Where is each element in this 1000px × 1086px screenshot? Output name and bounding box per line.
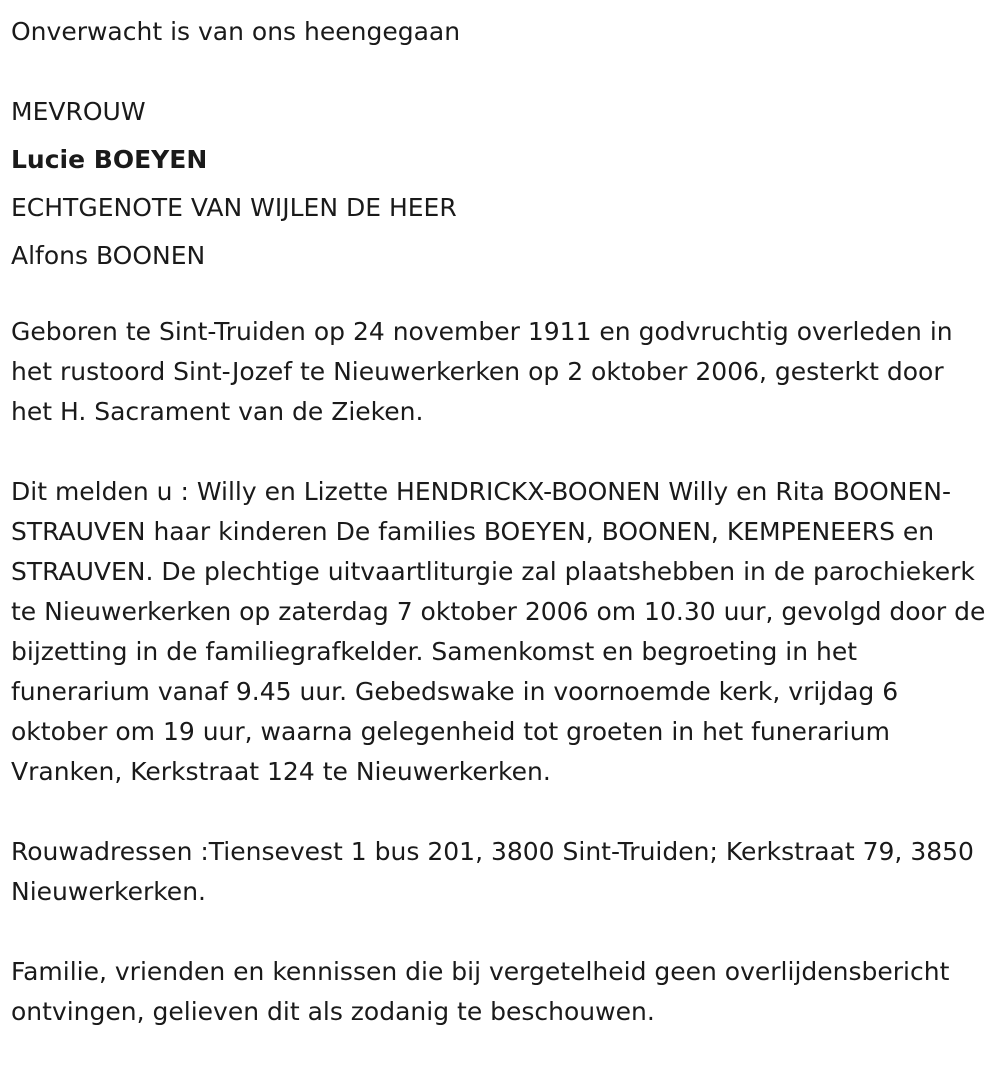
spacer <box>11 56 990 88</box>
closing-paragraph: Familie, vrienden en kennissen die bij vergetelheid geen overlijdensbericht ontvingen, gelieven dit als zodanig te beschouwen. <box>11 957 950 1026</box>
mourning-addresses-paragraph: Rouwadressen :Tiensevest 1 bus 201, 3800 Sint-Truiden; Kerkstraat 79, 3850 Nieuwerkerken. <box>11 837 974 906</box>
relation-line: ECHTGENOTE VAN WIJLEN DE HEER <box>11 193 457 222</box>
spacer <box>11 280 990 312</box>
birth-death-paragraph: Geboren te Sint-Truiden op 24 november 1911 en godvruchtig overleden in het rustoord Sint-Jozef te Nieuwerkerken op 2 oktober 2006, gesterkt door het H. Sacrament van de Zieken. <box>11 317 953 426</box>
spacer <box>11 792 990 832</box>
intro-line: Onverwacht is van ons heengegaan <box>11 17 461 46</box>
title-prefix: MEVROUW <box>11 97 146 126</box>
family-ceremony-paragraph: Dit melden u : Willy en Lizette HENDRICKX-BOONEN Willy en Rita BOONEN-STRAUVEN haar kinderen De families BOEYEN, BOONEN, KEMPENEERS en STRAUVEN. De plechtige uitvaartliturgie zal plaatshebben in de parochiekerk te Nieuwerkerken op zaterdag 7 oktober 2006 om 10.30 uur, gevolgd door de bijzetting in de familiegrafkelder. Samenkomst en begroeting in het funerarium vanaf 9.45 uur. Gebedswake in voornoemde kerk, vrijdag 6 oktober om 19 uur, waarna gelegenheid tot groeten in het funerarium Vranken, Kerkstraat 124 te Nieuwerkerken. <box>11 477 986 786</box>
spacer <box>11 432 990 472</box>
spouse-name: Alfons BOONEN <box>11 241 206 270</box>
spacer <box>11 912 990 952</box>
deceased-name: Lucie BOEYEN <box>11 145 208 174</box>
